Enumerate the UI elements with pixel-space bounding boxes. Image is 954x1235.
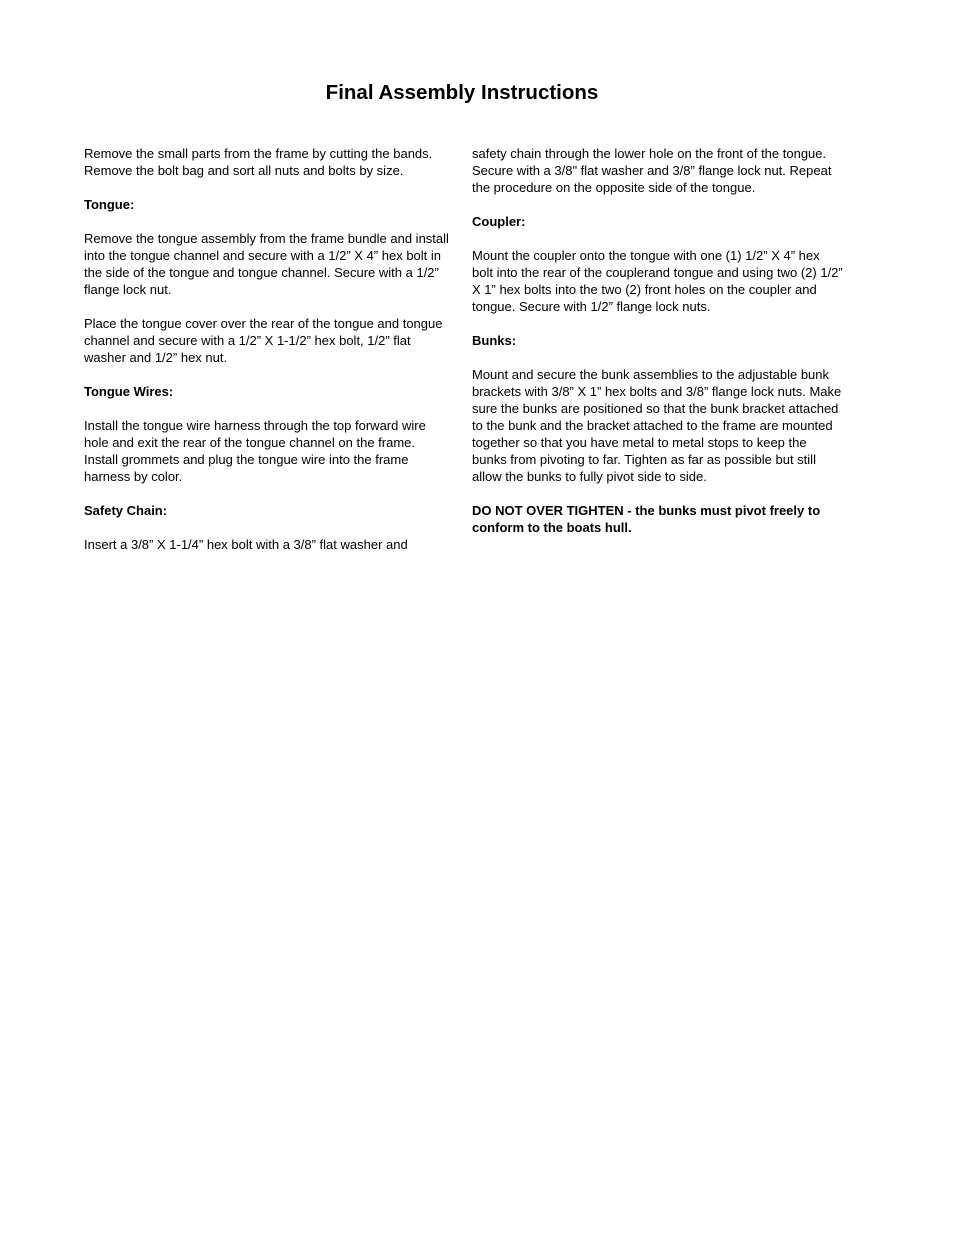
tongue-paragraph-1: Remove the tongue assembly from the frame bundle and install into the tongue channel and secure with a 1/2” X 4” hex bolt in the side of the tongue and tongue channel. Secure with a 1/2” flange lock nut. [84,231,449,297]
tongue-paragraph-2: Place the tongue cover over the rear of the tongue and tongue channel and secure with a 1/2” X 1-1/2” hex bolt, 1/2” flat washer and 1/2” hex nut. [84,316,443,365]
coupler-paragraph: Mount the coupler onto the tongue with one (1) 1/2” X 4” hex bolt into the rear of the couplerand tongue and using two (2) 1/2” X 1” hex bolts into the two (2) front holes on the coupler and tongue. Secure with 1/2” flange lock nuts. [472,248,843,314]
left-column [84,145,450,570]
bunks-paragraph: Mount and secure the bunk assemblies to the adjustable bunk brackets with 3/8” X 1” hex bolts and 3/8” flange lock nuts. Make sure the bunks are positioned so that the bunk bracket attached to the bunk and the bracket attached to the frame are mounted together so that you have metal to metal stops to keep the bunks from pivoting to far. Tighten as far as possible but still allow the bunks to fully pivot side to side. [472,367,842,484]
tongue-wires-heading: Tongue Wires: [84,384,174,399]
coupler-heading: Coupler: [472,214,526,229]
page-title: Final Assembly Instructions [325,81,599,104]
right-column [472,145,844,553]
tongue-wires-paragraph: Install the tongue wire harness through the top forward wire hole and exit the rear of the tongue channel on the frame. Install grommets and plug the tongue wire into the frame harness by color. [84,418,426,484]
tongue-heading: Tongue: [84,197,135,212]
safety-chain-paragraph-start: Insert a 3/8” X 1-1/4” hex bolt with a 3/8” flat washer and [84,537,408,552]
safety-chain-heading: Safety Chain: [84,503,168,518]
intro-paragraph: Remove the small parts from the frame by cutting the bands. Remove the bolt bag and sort all nuts and bolts by size. [84,146,433,178]
warning-note: DO NOT OVER TIGHTEN - the bunks must pivot freely to conform to the boats hull. [472,503,821,535]
bunks-heading: Bunks: [472,333,517,348]
safety-chain-paragraph-end: safety chain through the lower hole on the front of the tongue. Secure with a 3/8" flat washer and 3/8” flange lock nut. Repeat the procedure on the opposite side of the tongue. [472,146,832,195]
